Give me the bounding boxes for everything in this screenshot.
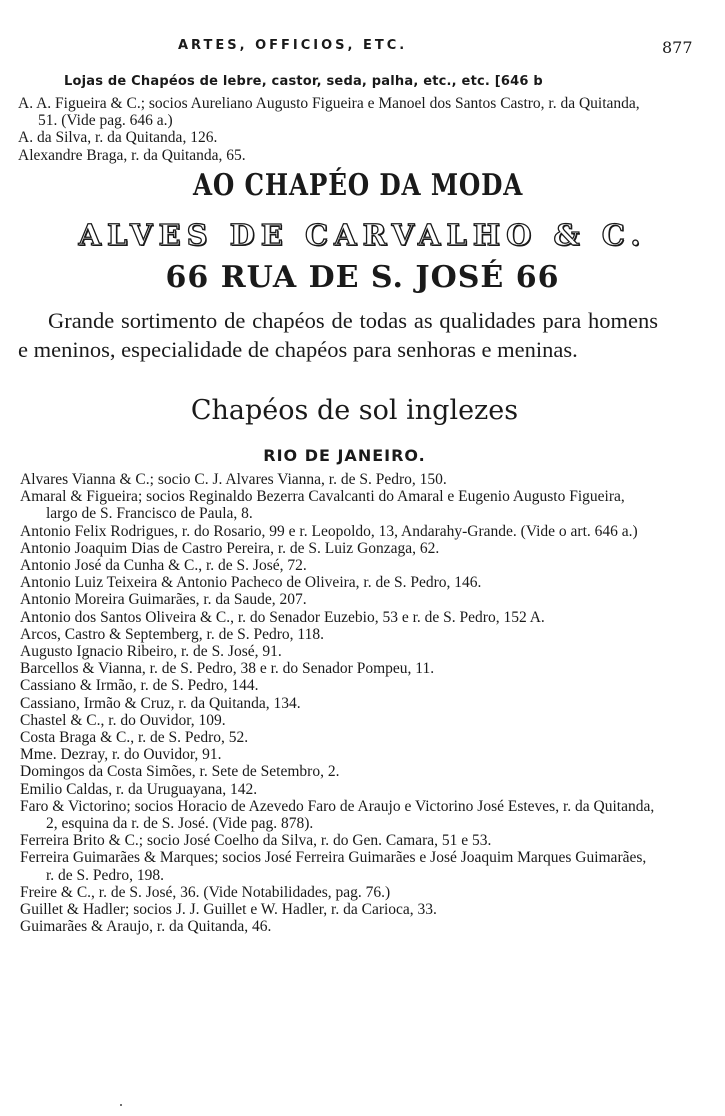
list-item: Antonio Luiz Teixeira & Antonio Pacheco de Oliveira, r. de S. Pedro, 146.: [20, 574, 482, 592]
ad-body-text: Grande sortimento de chapéos de todas as qualidades para homens e meninos, especialidade de chapéos para senhoras e meninas.: [18, 308, 658, 362]
list-item: Guimarães & Araujo, r. da Quitanda, 46.: [20, 918, 272, 936]
list-item: Antonio Felix Rodrigues, r. do Rosario, 99 e r. Leopoldo, 13, Andarahy-Grande. (Vide o art. 646 a.): [20, 522, 638, 540]
list-item: Ferreira Brito & C.; socio José Coelho da Silva, r. do Gen. Camara, 51 e 53.: [20, 832, 492, 850]
list-item: Antonio José da Cunha & C., r. de S. José, 72.: [20, 557, 307, 575]
running-head: [0, 38, 725, 60]
list-item: Cassiano, Irmão & Cruz, r. da Quitanda, 134.: [20, 694, 301, 712]
list-item: Mme. Dezray, r. do Ouvidor, 91.: [20, 746, 222, 764]
list-item: Antonio Joaquim Dias de Castro Pereira, r. de S. Luiz Gonzaga, 62.: [20, 539, 440, 557]
running-title: ARTES, OFFICIOS, ETC.: [178, 38, 408, 53]
list-item: Domingos da Costa Simões, r. Sete de Setembro, 2.: [20, 763, 340, 781]
list-item: Antonio Moreira Guimarães, r. da Saude, 207.: [20, 591, 307, 609]
list-item: Chastel & C., r. do Ouvidor, 109.: [20, 711, 226, 729]
list-item: Costa Braga & C., r. de S. Pedro, 52.: [20, 729, 249, 747]
list-item: Ferreira Guimarães & Marques; socios José Ferreira Guimarães e José Joaquim Marques Guimarães, r. de S. Pedro, 198.: [20, 849, 647, 884]
list-item: Alexandre Braga, r. da Quitanda, 65.: [18, 146, 246, 164]
list-item: Antonio dos Santos Oliveira & C., r. do Senador Euzebio, 53 e r. de S. Pedro, 152 A.: [20, 608, 545, 626]
entry-list-before-ad: [0, 95, 725, 164]
ink-speck: [120, 1104, 122, 1106]
list-item: A. da Silva, r. da Quitanda, 126.: [18, 129, 218, 147]
city-heading: RIO DE JANEIRO.: [263, 446, 426, 465]
ad-title: AO CHAPÉO DA MODA: [192, 168, 524, 203]
section-heading: Lojas de Chapéos de lebre, castor, seda, palha, etc., etc. [646 b: [64, 74, 543, 89]
list-item: Faro & Victorino; socios Horacio de Azevedo Faro de Araujo e Victorino José Esteves, r. da Quitanda, 2, esquina da r. de S. José. (Vide pag. 878).: [20, 797, 655, 833]
list-item: A. A. Figueira & C.; socios Aureliano Augusto Figueira e Manoel dos Santos Castro, r. da Quitanda, 51. (Vide pag. 646 a.): [18, 95, 640, 130]
list-item: Augusto Ignacio Ribeiro, r. de S. José, 91.: [20, 643, 282, 661]
list-item: Cassiano & Irmão, r. de S. Pedro, 144.: [20, 677, 259, 695]
page-number: 877: [662, 38, 693, 57]
ad-umbrellas-line: Chapéos de sol inglezes: [190, 395, 519, 426]
list-item: Emilio Caldas, r. da Uruguayana, 142.: [20, 780, 258, 798]
list-item: Freire & C., r. de S. José, 36. (Vide Notabilidades, pag. 76.): [20, 883, 391, 901]
list-item: Alvares Vianna & C.; socio C. J. Alvares Vianna, r. de S. Pedro, 150.: [20, 471, 447, 488]
list-item: Guillet & Hadler; socios J. J. Guillet e W. Hadler, r. da Carioca, 33.: [20, 901, 437, 919]
entry-list: [0, 471, 725, 935]
list-item: Amaral & Figueira; socios Reginaldo Bezerra Cavalcanti do Amaral e Eugenio Augusto Figueira, largo de S. Francisco de Paula, 8.: [20, 488, 625, 523]
list-item: Arcos, Castro & Septemberg, r. de S. Pedro, 118.: [20, 625, 324, 643]
ad-address: 66 RUA DE S. JOSÉ 66: [165, 260, 560, 295]
list-item: Barcellos & Vianna, r. de S. Pedro, 38 e r. do Senador Pompeu, 11.: [20, 660, 435, 678]
ad-firm-name: ALVES DE CARVALHO & C.: [78, 218, 647, 252]
